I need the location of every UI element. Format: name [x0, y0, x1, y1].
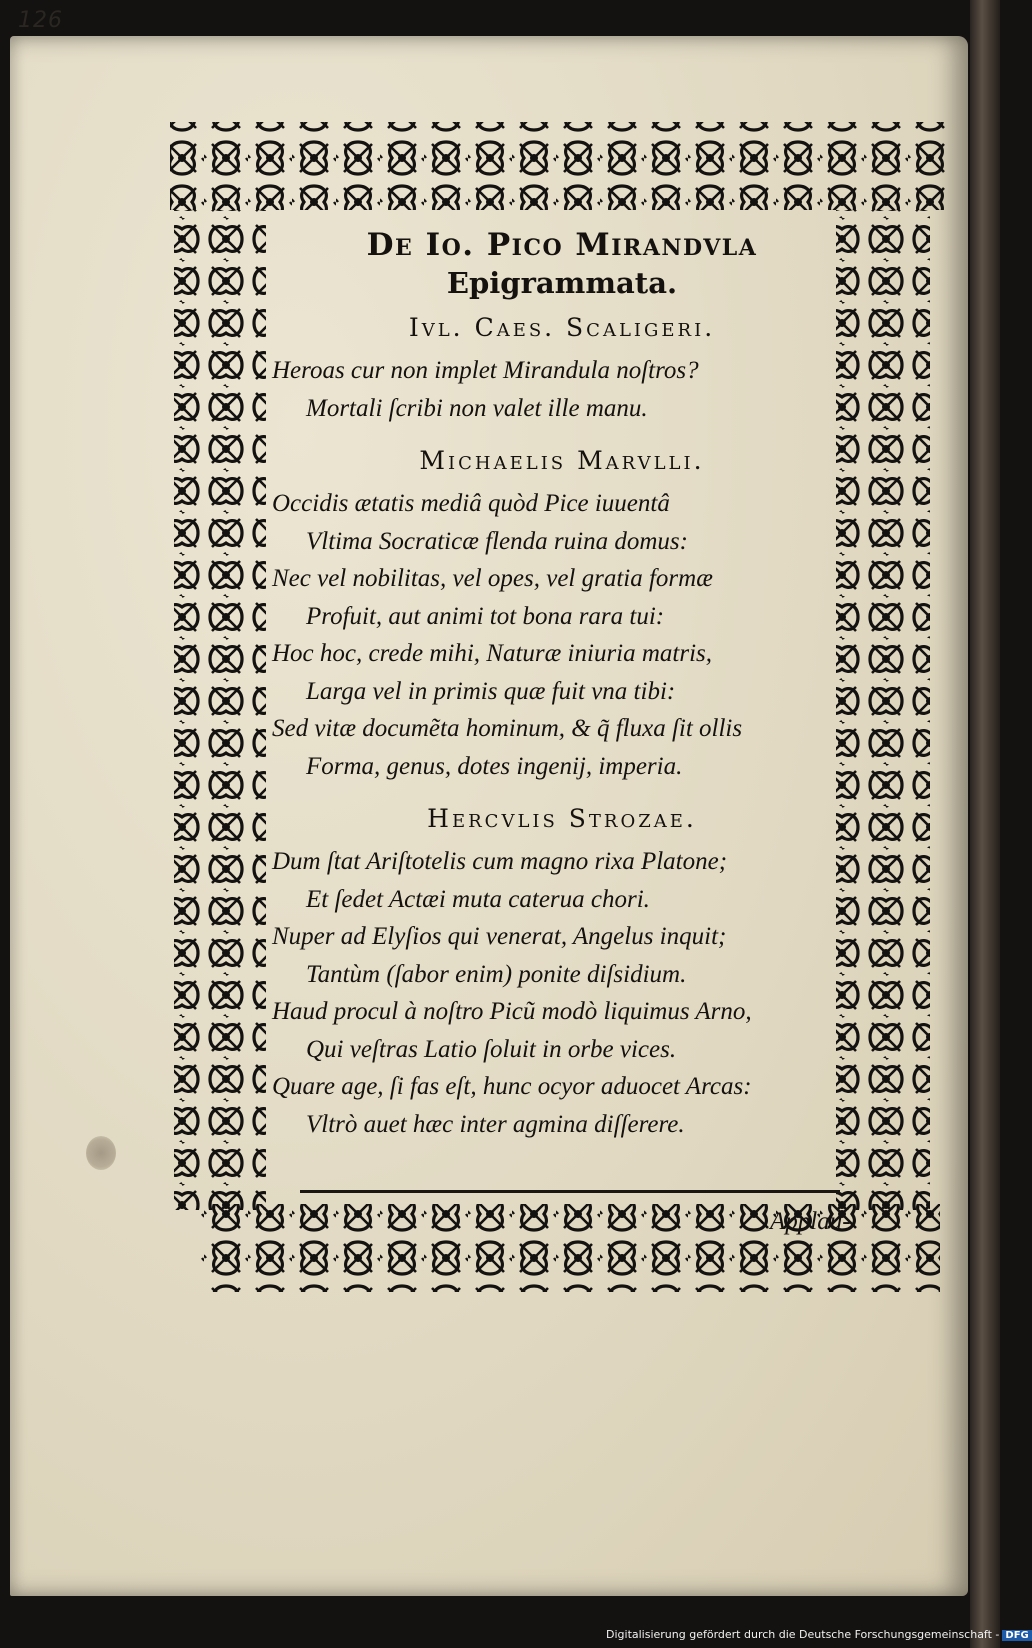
- section-strozae: [272, 801, 852, 1143]
- verse-line: Mortali ſcribi non valet ille manu.: [306, 394, 648, 422]
- section-marulli: [272, 443, 852, 785]
- epigram-text: [272, 226, 852, 1143]
- verse-line: Vltrò auet hæc inter agmina diſſerere.: [306, 1110, 685, 1138]
- verse-line: Heroas cur non implet Mirandula noſtros?: [272, 357, 699, 384]
- verse-line: Nuper ad Elyſios qui venerat, Angelus inquit;: [272, 923, 727, 950]
- verse-line: Nec vel nobilitas, vel opes, vel gratia formæ: [272, 565, 713, 592]
- verse-line: Occidis ætatis mediâ quòd Pice iuuentâ: [272, 490, 670, 517]
- horizontal-rule: [300, 1190, 840, 1193]
- catchword: Applau-: [770, 1208, 851, 1235]
- verse-line: Vltima Socraticæ flenda ruina domus:: [306, 527, 688, 555]
- section-author: Ivl. Caes. Scaligeri.: [408, 313, 716, 342]
- page-title: De Io. Pico Mirandvla: [366, 227, 758, 263]
- verse-line: Quare age, ſi fas eſt, hunc ocyor aduocet Arcas:: [272, 1073, 752, 1100]
- verse-line: Hoc hoc, crede mihi, Naturæ iniuria matris,: [272, 640, 713, 667]
- dfg-logo: DFG: [1002, 1630, 1031, 1641]
- verse-line: Dum ſtat Ariſtotelis cum magno rixa Platone;: [272, 848, 728, 875]
- verse-line: Haud procul à noſtro Picũ modò liquimus Arno,: [272, 998, 752, 1025]
- section-scaliger: [272, 310, 852, 427]
- verse-line: Tantùm (ſabor enim) ponite diſsidium.: [306, 960, 687, 988]
- verse-line: Profuit, aut animi tot bona rara tui:: [306, 602, 665, 630]
- verse-line: Qui veſtras Latio ſoluit in orbe vices.: [306, 1035, 677, 1063]
- footer-text: Digitalisierung gefördert durch die Deutsche Forschungsgemeinschaft -: [606, 1628, 1000, 1641]
- verse-line: Et ſedet Actæi muta caterua chori.: [306, 885, 650, 913]
- paper-stain: [86, 1136, 116, 1170]
- verse-line: Larga vel in primis quæ fuit vna tibi:: [306, 677, 676, 705]
- book-spine: [970, 0, 1000, 1648]
- page-subtitle: Epigrammata.: [446, 266, 678, 300]
- digitization-footer: [606, 1628, 1032, 1641]
- page-number: 126: [18, 8, 63, 33]
- section-author: Hercvlis Strozae.: [427, 804, 697, 833]
- section-author: Michaelis Marvlli.: [419, 446, 705, 475]
- verse-line: Forma, genus, dotes ingenij, imperia.: [306, 752, 683, 780]
- verse-line: Sed vitæ documẽta hominum, & q̃ fluxa ſit ollis: [272, 715, 743, 742]
